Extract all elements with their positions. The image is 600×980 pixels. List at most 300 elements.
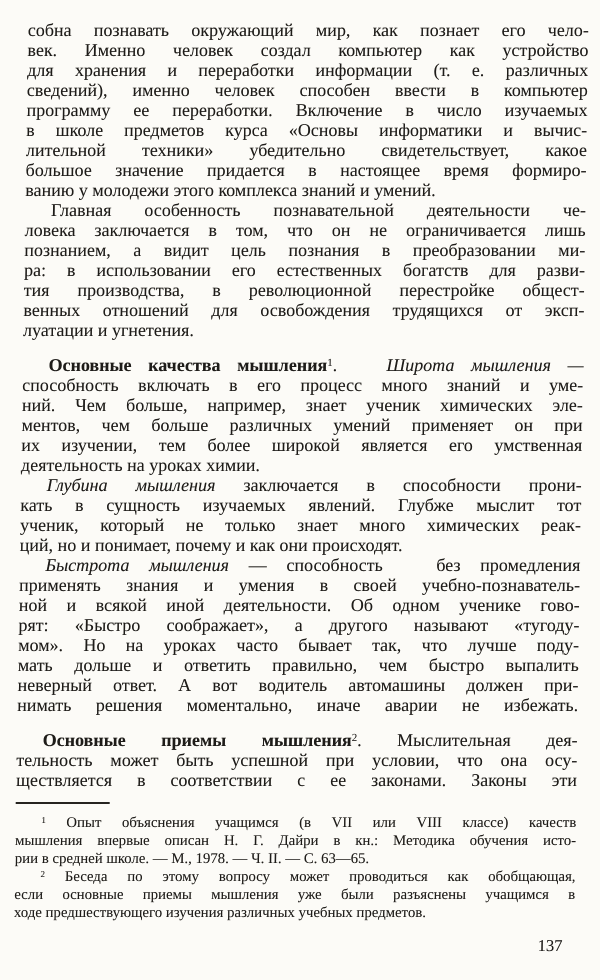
text-line xyxy=(18,635,579,655)
text-line xyxy=(20,515,581,535)
word: разви- xyxy=(536,260,586,280)
word: в xyxy=(366,475,376,495)
page-number: 137 xyxy=(537,936,563,955)
word: знает xyxy=(296,515,338,535)
word: — xyxy=(567,355,584,375)
word: разъяснены xyxy=(392,887,467,903)
footnote-separator-rule xyxy=(16,802,110,804)
word: от xyxy=(505,300,523,320)
word: ее xyxy=(133,100,150,120)
word: как xyxy=(447,869,469,885)
word: их xyxy=(21,435,41,455)
word: ной xyxy=(18,595,48,615)
word: Включение xyxy=(295,100,383,120)
word: с xyxy=(297,770,306,790)
word: различных xyxy=(229,415,313,435)
text-line xyxy=(16,770,577,790)
word: химических xyxy=(426,515,520,535)
text-line xyxy=(24,240,585,260)
word: хранения xyxy=(74,60,147,80)
word: например, xyxy=(207,395,287,415)
word: том, xyxy=(235,220,269,240)
word: «Основы xyxy=(288,120,359,140)
word: не xyxy=(185,515,204,535)
word: не xyxy=(369,220,388,240)
word: знает xyxy=(305,395,347,415)
word: она xyxy=(500,750,528,770)
word: тельность xyxy=(16,750,93,770)
word: соображает», xyxy=(166,615,269,635)
word: основные xyxy=(62,887,124,903)
word: переработки. xyxy=(172,100,273,120)
word: в xyxy=(66,260,76,280)
word: приемы xyxy=(161,730,227,750)
word: он xyxy=(331,220,351,240)
word: свидетельствует, xyxy=(381,140,510,160)
word: ученик, xyxy=(19,515,79,535)
word: описан xyxy=(164,833,210,849)
text-line xyxy=(24,260,585,280)
word: способность xyxy=(286,555,384,575)
word: число xyxy=(436,100,482,120)
text-line xyxy=(25,160,586,180)
word: переработки xyxy=(198,60,295,80)
word: автомашины xyxy=(348,675,446,695)
paragraph xyxy=(23,200,586,340)
word: информатики xyxy=(378,120,483,140)
word: курса xyxy=(225,120,269,140)
text-line xyxy=(24,280,585,300)
word: и xyxy=(152,655,163,675)
word: много xyxy=(381,375,428,395)
word: формиро- xyxy=(512,160,587,180)
word: Беседа xyxy=(64,869,108,885)
word: одном xyxy=(392,595,440,615)
word: венных xyxy=(23,300,81,320)
word: приемы xyxy=(142,887,193,903)
word: заключается xyxy=(243,475,339,495)
word: что xyxy=(456,750,483,770)
word: в xyxy=(212,280,222,300)
word: «Быстро xyxy=(74,615,141,635)
word: познавательной xyxy=(273,200,395,220)
word: Н. xyxy=(223,833,239,849)
word: настоящее xyxy=(340,160,421,180)
word: видит xyxy=(163,240,209,260)
word: для xyxy=(27,60,54,80)
word: Основные xyxy=(42,730,126,750)
word: всякой xyxy=(95,595,148,615)
text-line xyxy=(18,655,579,675)
word: человек xyxy=(172,40,234,60)
text-line xyxy=(26,140,587,160)
word: предметов xyxy=(123,120,205,140)
word: убедительно xyxy=(249,140,346,160)
word: сущность xyxy=(106,495,181,515)
word: реак- xyxy=(540,515,582,535)
word: Г. xyxy=(253,833,264,849)
text-line xyxy=(26,100,587,120)
word: ра: xyxy=(23,260,47,280)
word: только xyxy=(224,515,276,535)
word: без xyxy=(436,555,461,575)
word: цель xyxy=(230,240,267,260)
word: школе xyxy=(55,120,104,140)
footnote-2 xyxy=(14,868,576,922)
section-methods-of-thinking xyxy=(16,730,578,790)
word: заключается xyxy=(94,220,190,240)
word: в xyxy=(74,495,84,515)
word: качеств xyxy=(528,815,577,831)
word: иначе xyxy=(316,695,361,715)
word: химических xyxy=(439,395,533,415)
word: Чем xyxy=(75,395,107,415)
word: кать xyxy=(20,495,53,515)
word: в xyxy=(136,770,146,790)
word: неверный xyxy=(17,675,93,695)
text-line xyxy=(22,355,583,375)
word: изучаемых xyxy=(202,495,286,515)
text-line xyxy=(19,555,580,575)
word: при- xyxy=(544,675,579,695)
word: кн.: xyxy=(355,833,379,849)
word: качества xyxy=(148,355,221,375)
word: че- xyxy=(562,200,587,220)
word: VII xyxy=(331,815,353,831)
word: решения xyxy=(95,695,163,715)
text-line xyxy=(21,435,582,455)
word: нимать xyxy=(17,695,72,715)
word: в xyxy=(308,160,317,180)
text-line xyxy=(14,904,575,922)
word: лишь xyxy=(544,220,586,240)
text-line xyxy=(20,535,581,555)
word: деятельности. xyxy=(223,595,332,615)
word: общест- xyxy=(522,280,585,300)
text-line xyxy=(14,868,575,886)
word: Быстрота xyxy=(45,555,130,575)
word: Глубже xyxy=(397,495,454,515)
text-line xyxy=(21,455,582,475)
word: мышления xyxy=(470,355,552,375)
word: для xyxy=(489,260,517,280)
text-line xyxy=(25,180,586,200)
word: его xyxy=(256,375,282,395)
word: уме- xyxy=(548,375,584,395)
word: Главная xyxy=(50,200,112,220)
text-line xyxy=(23,300,584,320)
section-qualities-of-thinking xyxy=(21,355,584,475)
word: мышления$^1$. xyxy=(237,355,338,375)
word: — xyxy=(248,555,267,575)
text-line xyxy=(27,80,588,100)
word: революционной xyxy=(248,280,372,300)
word: Именно xyxy=(84,40,146,60)
word: своей xyxy=(353,575,397,595)
word: в xyxy=(208,220,218,240)
word: рят: xyxy=(18,615,49,635)
word: познавать xyxy=(93,20,170,40)
word: лительной xyxy=(25,140,107,160)
word: ловека xyxy=(24,220,76,240)
text-line xyxy=(21,415,582,435)
word: Опыт xyxy=(66,815,102,831)
text-line xyxy=(15,832,576,850)
word: этому xyxy=(162,869,200,885)
word: чело- xyxy=(547,20,589,40)
word: Глубина xyxy=(46,475,108,495)
word: обобщающая, xyxy=(488,869,576,885)
word: большое xyxy=(25,160,92,180)
word: учебно-познаватель- xyxy=(421,575,581,595)
word: иной xyxy=(166,595,205,615)
word: вычис- xyxy=(533,120,588,140)
text-run: ходе предшествующего изучения различных учебных предметов. xyxy=(13,905,427,921)
word: способен xyxy=(299,80,371,100)
word: ученике xyxy=(459,595,522,615)
text-line xyxy=(16,750,577,770)
word: программу xyxy=(26,100,111,120)
word: компьютер xyxy=(338,40,423,60)
word: на xyxy=(125,635,144,655)
word: изучаемых xyxy=(504,100,588,120)
word: особенность xyxy=(144,200,241,220)
word: чем xyxy=(378,655,408,675)
word: именно xyxy=(132,80,190,100)
word: время xyxy=(443,160,489,180)
word: использовании xyxy=(96,260,212,280)
word: мышления xyxy=(149,555,230,575)
word: успешной xyxy=(231,750,309,770)
word: в xyxy=(470,80,480,100)
word: мать xyxy=(17,655,53,675)
word: (т. xyxy=(433,60,451,80)
word: применяет xyxy=(411,415,494,435)
word: ввести xyxy=(394,80,446,100)
word: быстро xyxy=(428,655,485,675)
word: Широта xyxy=(386,355,455,375)
word: умения xyxy=(238,575,295,595)
word: уже xyxy=(297,887,322,903)
word: правильно, xyxy=(272,655,358,675)
word: освобождения xyxy=(260,300,371,320)
word: Об xyxy=(350,595,374,615)
word: который xyxy=(100,515,165,535)
word: выпалить xyxy=(505,655,579,675)
word: ученик xyxy=(366,395,421,415)
word: лучше xyxy=(467,635,517,655)
word: явлений. xyxy=(308,495,376,515)
word: в xyxy=(405,100,415,120)
word: информации xyxy=(315,60,413,80)
word: техники» xyxy=(141,140,214,160)
word: условии, xyxy=(371,750,440,770)
word: познает xyxy=(419,20,480,40)
word: по xyxy=(127,869,143,885)
word: е. xyxy=(471,60,485,80)
word: мышления xyxy=(211,887,279,903)
text-line xyxy=(15,850,576,868)
word: ществляется xyxy=(15,770,113,790)
word: впервые xyxy=(97,833,150,849)
word: перестройке xyxy=(399,280,495,300)
word: были xyxy=(340,887,374,903)
text-run: ванию у молодежи этого комплекса знаний и умений. xyxy=(25,180,436,200)
text-line xyxy=(14,886,575,904)
word: мышления xyxy=(14,833,83,849)
word: больше xyxy=(151,415,209,435)
word: что xyxy=(421,635,448,655)
word: для xyxy=(211,300,238,320)
word: познанием, xyxy=(24,240,112,260)
word: мом». xyxy=(18,635,64,655)
word: избежать. xyxy=(503,695,579,715)
word: деятельности xyxy=(426,200,531,220)
word: при xyxy=(325,750,355,770)
word: устройство xyxy=(502,40,589,60)
word: а xyxy=(294,615,303,635)
word: широкой xyxy=(271,435,340,455)
word: изучении, xyxy=(61,435,138,455)
word: в xyxy=(568,887,576,903)
word: эти xyxy=(551,770,578,790)
word: тот xyxy=(556,495,582,515)
word: или xyxy=(372,815,397,831)
word: мышления$^2$. xyxy=(261,730,362,750)
word: способности xyxy=(402,475,501,495)
word: обучения xyxy=(469,833,529,849)
word: учащимся xyxy=(215,815,279,831)
word: как xyxy=(372,20,399,40)
word: Основные xyxy=(48,355,132,375)
text-line xyxy=(15,814,576,832)
text-line xyxy=(20,495,581,515)
body-text xyxy=(16,20,589,790)
word: дея- xyxy=(546,730,578,750)
footnotes xyxy=(14,814,577,922)
word: в xyxy=(26,120,35,140)
word: уроках xyxy=(163,635,217,655)
word: в xyxy=(333,833,341,849)
word: умений xyxy=(333,415,391,435)
text-run: рии в средней школе. — М., 1978. — Ч. II. — С. 63—65. xyxy=(14,851,370,867)
word: трудящихся xyxy=(392,300,484,320)
word: быть xyxy=(176,750,214,770)
word: исто- xyxy=(542,833,577,849)
word: другого xyxy=(328,615,388,635)
word: и xyxy=(203,575,214,595)
word: его xyxy=(501,20,526,40)
word: не xyxy=(461,695,480,715)
word: как xyxy=(449,40,476,60)
word: мышления xyxy=(135,475,216,495)
word: придается xyxy=(206,160,285,180)
word: Но xyxy=(83,635,106,655)
text-run: деятельность на уроках химии. xyxy=(20,455,261,475)
word: и xyxy=(66,595,77,615)
word: при xyxy=(554,415,583,435)
word: вопросу xyxy=(218,869,271,885)
text-line xyxy=(27,40,588,60)
word: Законы xyxy=(471,770,527,790)
word: классе) xyxy=(462,815,509,831)
text-line xyxy=(23,320,584,340)
word: ответить xyxy=(183,655,251,675)
word: способность xyxy=(22,375,119,395)
word: какое xyxy=(545,140,588,160)
word: учащимся xyxy=(485,887,549,903)
text-line xyxy=(17,730,578,750)
text-line xyxy=(27,60,588,80)
word: собна xyxy=(27,20,72,40)
word: включать xyxy=(137,375,210,395)
footnote-1 xyxy=(15,814,577,868)
text-line xyxy=(18,615,579,635)
word: что xyxy=(286,220,313,240)
text-line xyxy=(28,20,589,40)
text-run: ций, но и понимает, почему и как они происходят. xyxy=(19,535,403,555)
word: чем xyxy=(101,415,131,435)
word: тем xyxy=(158,435,187,455)
word: поду- xyxy=(536,635,580,655)
word: человек xyxy=(214,80,275,100)
word: тия xyxy=(23,280,50,300)
word: водитель xyxy=(258,675,328,695)
text-line xyxy=(19,595,580,615)
word: является xyxy=(361,435,428,455)
text-line xyxy=(22,395,583,415)
word: если xyxy=(14,887,44,903)
paragraph-speed-of-thinking xyxy=(17,555,581,715)
text-line xyxy=(25,220,586,240)
word: соответствии xyxy=(170,770,273,790)
word: а xyxy=(133,240,142,260)
text-line xyxy=(22,375,583,395)
word: много xyxy=(359,515,406,535)
word: осу- xyxy=(544,750,578,770)
word: ответ. xyxy=(112,675,158,695)
word: может xyxy=(289,869,330,885)
word: ний. xyxy=(21,395,56,415)
word: познания xyxy=(288,240,360,260)
text-line xyxy=(26,120,587,140)
word: создал xyxy=(260,40,311,60)
word: 2 xyxy=(40,868,46,879)
word: ми- xyxy=(558,240,586,260)
word: VIII xyxy=(416,815,443,831)
word: и xyxy=(167,60,178,80)
word: в xyxy=(319,575,329,595)
word: прони- xyxy=(528,475,582,495)
paragraph-continuation xyxy=(25,20,589,200)
word: производства, xyxy=(77,280,185,300)
word: отношений xyxy=(102,300,189,320)
word: значение xyxy=(115,160,184,180)
word: должен xyxy=(466,675,524,695)
word: вот xyxy=(212,675,238,695)
text-line xyxy=(17,675,578,695)
word: мир, xyxy=(315,20,351,40)
word: 1 xyxy=(41,814,46,825)
word: «тугоду- xyxy=(514,615,580,635)
word: век. xyxy=(27,40,58,60)
word: называют xyxy=(413,615,489,635)
word: его xyxy=(231,260,256,280)
word: знания xyxy=(125,575,179,595)
word: эле- xyxy=(552,395,584,415)
word: и xyxy=(503,120,514,140)
word: в xyxy=(228,375,238,395)
